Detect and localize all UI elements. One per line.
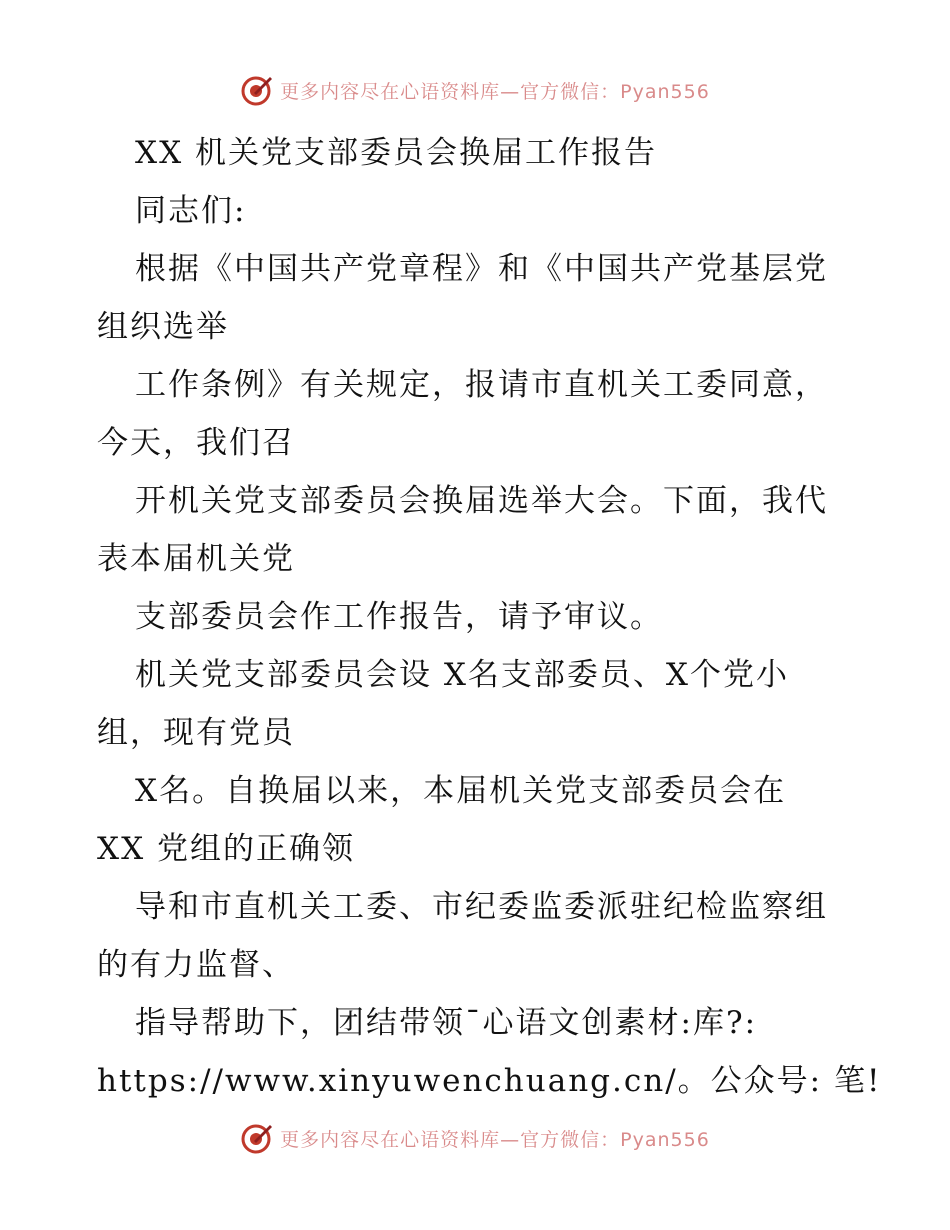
- text-line: 组，现有党员: [97, 715, 295, 751]
- header-banner-text: 更多内容尽在心语资料库—官方微信：Pyan556: [280, 80, 710, 103]
- text-line: 今天，我们召: [97, 425, 295, 461]
- pen-logo-icon: [240, 73, 274, 107]
- header-banner: [0, 70, 950, 110]
- text-line: XX 党组的正确领: [97, 831, 355, 867]
- text-line: 组织选举: [97, 309, 229, 345]
- text-line: 开机关党支部委员会换届选举大会。下面，我代: [135, 483, 828, 519]
- text-line: 导和市直机关工委、市纪委监委派驻纪检监察组: [135, 889, 828, 925]
- text-line: 表本届机关党: [97, 541, 295, 577]
- footer-banner-text: 更多内容尽在心语资料库—官方微信：Pyan556: [280, 1128, 710, 1151]
- text-line: 根据《中国共产党章程》和《中国共产党基层党: [135, 251, 828, 287]
- text-line: 工作条例》有关规定，报请市直机关工委同意，: [135, 367, 828, 403]
- text-line: 机关党支部委员会设 X名支部委员、X个党小: [135, 657, 789, 693]
- footer-banner: [0, 1118, 950, 1158]
- text-line: 指导帮助下，团结带领¯心语文创素材:库?:: [135, 1005, 758, 1041]
- text-line: X名。自换届以来，本届机关党支部委员会在: [135, 773, 787, 809]
- url-line: https://www.xinyuwenchuang.cn/。公众号: 笔!: [97, 1063, 882, 1099]
- text-line: 的有力监督、: [97, 947, 295, 983]
- pen-logo-icon: [240, 1121, 274, 1155]
- salutation: 同志们:: [135, 193, 247, 229]
- document-body: [0, 124, 950, 1110]
- text-line: 支部委员会作工作报告，请予审议。: [135, 599, 663, 635]
- doc-title: XX 机关党支部委员会换届工作报告: [135, 135, 657, 171]
